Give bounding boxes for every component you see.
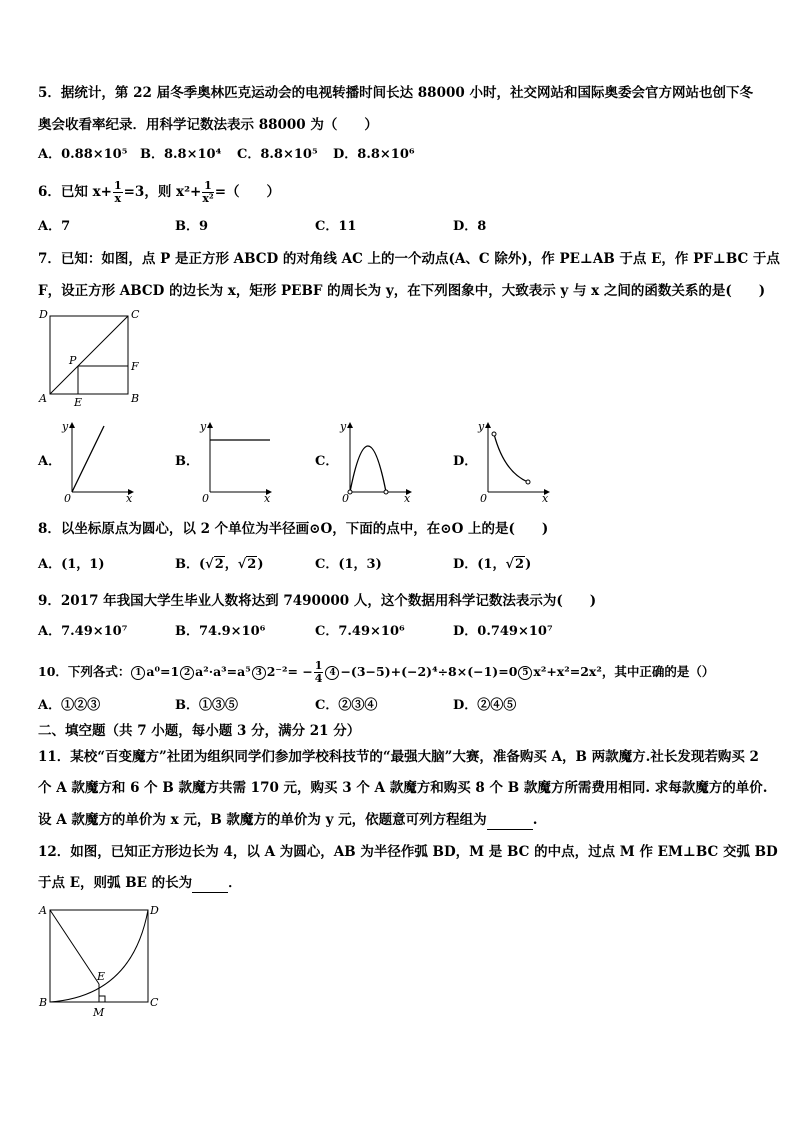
q6-frac1-den: x bbox=[114, 192, 122, 205]
q7-option-a: A． bbox=[38, 454, 62, 469]
q7-line2: F，设正方形 ABCD 的边长为 x，矩形 PEBF 的周长为 y，在下列图象中，大致表示 y 与 x 之间的函数关系的是( ) bbox=[38, 283, 766, 299]
q7d-y-label: y bbox=[478, 420, 485, 433]
q7-label-a: A bbox=[39, 392, 47, 405]
section-2-heading: 二、填空题（共 7 小题，每小题 3 分，满分 21 分） bbox=[38, 723, 361, 739]
q5-line1: 5．据统计，第 22 届冬季奥林匹克运动会的电视转播时间长达 88000 小时，社交网站和国际奥委会官方网站也创下冬 bbox=[38, 85, 753, 101]
q11-end: . bbox=[532, 812, 538, 828]
q10-option-c: C．②③④ bbox=[315, 698, 378, 713]
q12-answer-blank[interactable] bbox=[192, 874, 228, 893]
q11-answer-blank[interactable] bbox=[487, 811, 533, 830]
q10-circle-4: 4 bbox=[325, 666, 339, 680]
q10-expr-1: a⁰=1 bbox=[146, 664, 180, 679]
q7d-x-label: x bbox=[542, 492, 549, 505]
q6-fraction1 bbox=[113, 180, 123, 205]
q6-option-c: C．11 bbox=[315, 219, 357, 234]
q11-line3-text: 设 A 款魔方的单价为 x 元，B 款魔方的单价为 y 元，依题意可列方程组为 bbox=[38, 812, 487, 828]
q7b-y-label: y bbox=[200, 420, 207, 433]
q6-text2: =3，则 x²+ bbox=[123, 184, 202, 200]
q12-line1: 12．如图，已知正方形边长为 4，以 A 为圆心，AB 为半径作弧 BD，M 是 BC 的中点，过点 M 作 EM⊥BC 交弧 BD bbox=[38, 844, 778, 860]
q7-graph-d bbox=[476, 420, 556, 505]
q10-expr-4: −(3−5)+(−2)⁴÷8×(−1)=0 bbox=[340, 664, 518, 679]
q5-option-d: D．8.8×10⁶ bbox=[333, 147, 415, 162]
q9-option-b: B．74.9×10⁶ bbox=[175, 624, 266, 639]
q8-b-post: ) bbox=[257, 557, 264, 572]
q12-square-arc-figure bbox=[36, 900, 166, 1020]
q7d-origin: 0 bbox=[480, 492, 487, 505]
q7-option-b: B． bbox=[175, 454, 199, 469]
q7-label-c: C bbox=[131, 308, 140, 321]
q7-line1: 7．已知：如图，点 P 是正方形 ABCD 的对角线 AC 上的一个动点(A、C 除外)，作 PE⊥AB 于点 E，作 PF⊥BC 于点 bbox=[38, 251, 780, 267]
q8-b-radicand1: 2 bbox=[214, 557, 224, 572]
q9-line: 9．2017 年我国大学生毕业人数将达到 7490000 人，这个数据用科学记数法表示为( ) bbox=[38, 593, 597, 609]
q12-label-e: E bbox=[97, 970, 106, 983]
q6-frac2-num: 1 bbox=[204, 179, 212, 192]
q6-frac1-num: 1 bbox=[113, 179, 122, 192]
q7b-origin: 0 bbox=[202, 492, 209, 505]
q7-label-e: E bbox=[74, 396, 83, 409]
q6-frac2-den: x² bbox=[202, 192, 214, 205]
q10-frac-den: 4 bbox=[314, 672, 323, 685]
q10-option-a: A．①②③ bbox=[38, 698, 101, 713]
q8-b-pre: B．( bbox=[175, 557, 206, 572]
q7-label-f: F bbox=[131, 360, 139, 373]
q9-option-d: D．0.749×10⁷ bbox=[453, 624, 553, 639]
q10-fraction bbox=[314, 660, 324, 685]
q8-b-radicand2: 2 bbox=[247, 557, 257, 572]
q7-graph-a bbox=[60, 420, 140, 505]
q7c-x-label: x bbox=[404, 492, 411, 505]
q7b-x-label: x bbox=[264, 492, 271, 505]
q10-option-b: B．①③⑤ bbox=[175, 698, 238, 713]
q11-line1: 11．某校“百变魔方”社团为组织同学们参加学校科技节的“最强大脑”大赛，准备购买 A，B 两款魔方.社长发现若购买 2 bbox=[38, 749, 759, 765]
q6-option-a: A．7 bbox=[38, 219, 71, 234]
q12-end: ． bbox=[228, 875, 242, 891]
q8-option-a: A．(1，1) bbox=[38, 557, 105, 572]
q5-option-b: B．8.8×10⁴ bbox=[140, 147, 222, 162]
q12-label-b: B bbox=[39, 996, 48, 1009]
q8-option-b: B．(√2，√2) bbox=[175, 557, 264, 572]
q10-option-d: D．②④⑤ bbox=[453, 698, 517, 713]
q8-option-d: D．(1，√2) bbox=[453, 557, 532, 572]
q10-line bbox=[38, 660, 714, 685]
q10-expr-3a: 2⁻²= − bbox=[266, 664, 313, 679]
q10-expr-5: x²+x²=2x² bbox=[533, 664, 602, 679]
q7-graph-b bbox=[198, 420, 278, 505]
q7c-origin: 0 bbox=[342, 492, 349, 505]
q7c-y-label: y bbox=[340, 420, 347, 433]
q11-line3 bbox=[38, 811, 537, 830]
q10-circle-1: 1 bbox=[131, 666, 145, 680]
q12-label-d: D bbox=[150, 904, 159, 917]
q8-option-c: C．(1，3) bbox=[315, 557, 382, 572]
q6-text3: =（ ） bbox=[214, 184, 281, 200]
q8-d-post: ) bbox=[525, 557, 532, 572]
q10-circle-2: 2 bbox=[180, 666, 194, 680]
q12-label-a: A bbox=[39, 904, 47, 917]
q7-option-c: C． bbox=[315, 454, 339, 469]
q12-line2 bbox=[38, 874, 242, 893]
q10-expr-2: a²·a³=a⁵ bbox=[195, 664, 251, 679]
q10-post: ，其中正确的是（） bbox=[601, 664, 715, 679]
q7a-origin: 0 bbox=[64, 492, 71, 505]
q7-option-d: D． bbox=[453, 454, 478, 469]
q7-label-b: B bbox=[131, 392, 140, 405]
q12-label-c: C bbox=[150, 996, 159, 1009]
q7a-x-label: x bbox=[126, 492, 133, 505]
q12-label-m: M bbox=[93, 1006, 105, 1019]
q12-line2-text: 于点 E，则弧 BE 的长为 bbox=[38, 875, 193, 891]
q9-option-c: C．7.49×10⁶ bbox=[315, 624, 405, 639]
q5-line2: 奥会收看率纪录．用科学记数法表示 88000 为（ ） bbox=[38, 117, 378, 133]
q6-line bbox=[38, 180, 280, 205]
q5-option-a: A．0.88×10⁵ bbox=[38, 147, 128, 162]
q8-d-radicand: 2 bbox=[515, 557, 525, 572]
q6-option-d: D．8 bbox=[453, 219, 487, 234]
q8-b-mid: ， bbox=[224, 557, 238, 572]
q9-option-a: A．7.49×10⁷ bbox=[38, 624, 128, 639]
q6-text1: 6．已知 x+ bbox=[38, 184, 112, 200]
q10-frac-num: 1 bbox=[314, 659, 323, 672]
q7-square-figure bbox=[36, 308, 146, 408]
q10-circle-3: 3 bbox=[252, 666, 266, 680]
q10-circle-5: 5 bbox=[518, 666, 532, 680]
q10-pre: 10．下列各式： bbox=[38, 664, 131, 679]
q7-graph-c bbox=[338, 420, 418, 505]
q7-label-d: D bbox=[39, 308, 48, 321]
q6-option-b: B．9 bbox=[175, 219, 209, 234]
q8-line: 8．以坐标原点为圆心，以 2 个单位为半径画⊙O，下面的点中，在⊙O 上的是( ) bbox=[38, 521, 549, 537]
q11-line2: 个 A 款魔方和 6 个 B 款魔方共需 170 元，购买 3 个 A 款魔方和购买 8 个 B 款魔方所需费用相同. 求每款魔方的单价. bbox=[38, 780, 768, 796]
q8-d-pre: D．(1， bbox=[453, 557, 506, 572]
q7-label-p: P bbox=[69, 354, 77, 367]
q5-option-c: C．8.8×10⁵ bbox=[237, 147, 318, 162]
q7a-y-label: y bbox=[62, 420, 69, 433]
q6-fraction2 bbox=[202, 180, 213, 205]
